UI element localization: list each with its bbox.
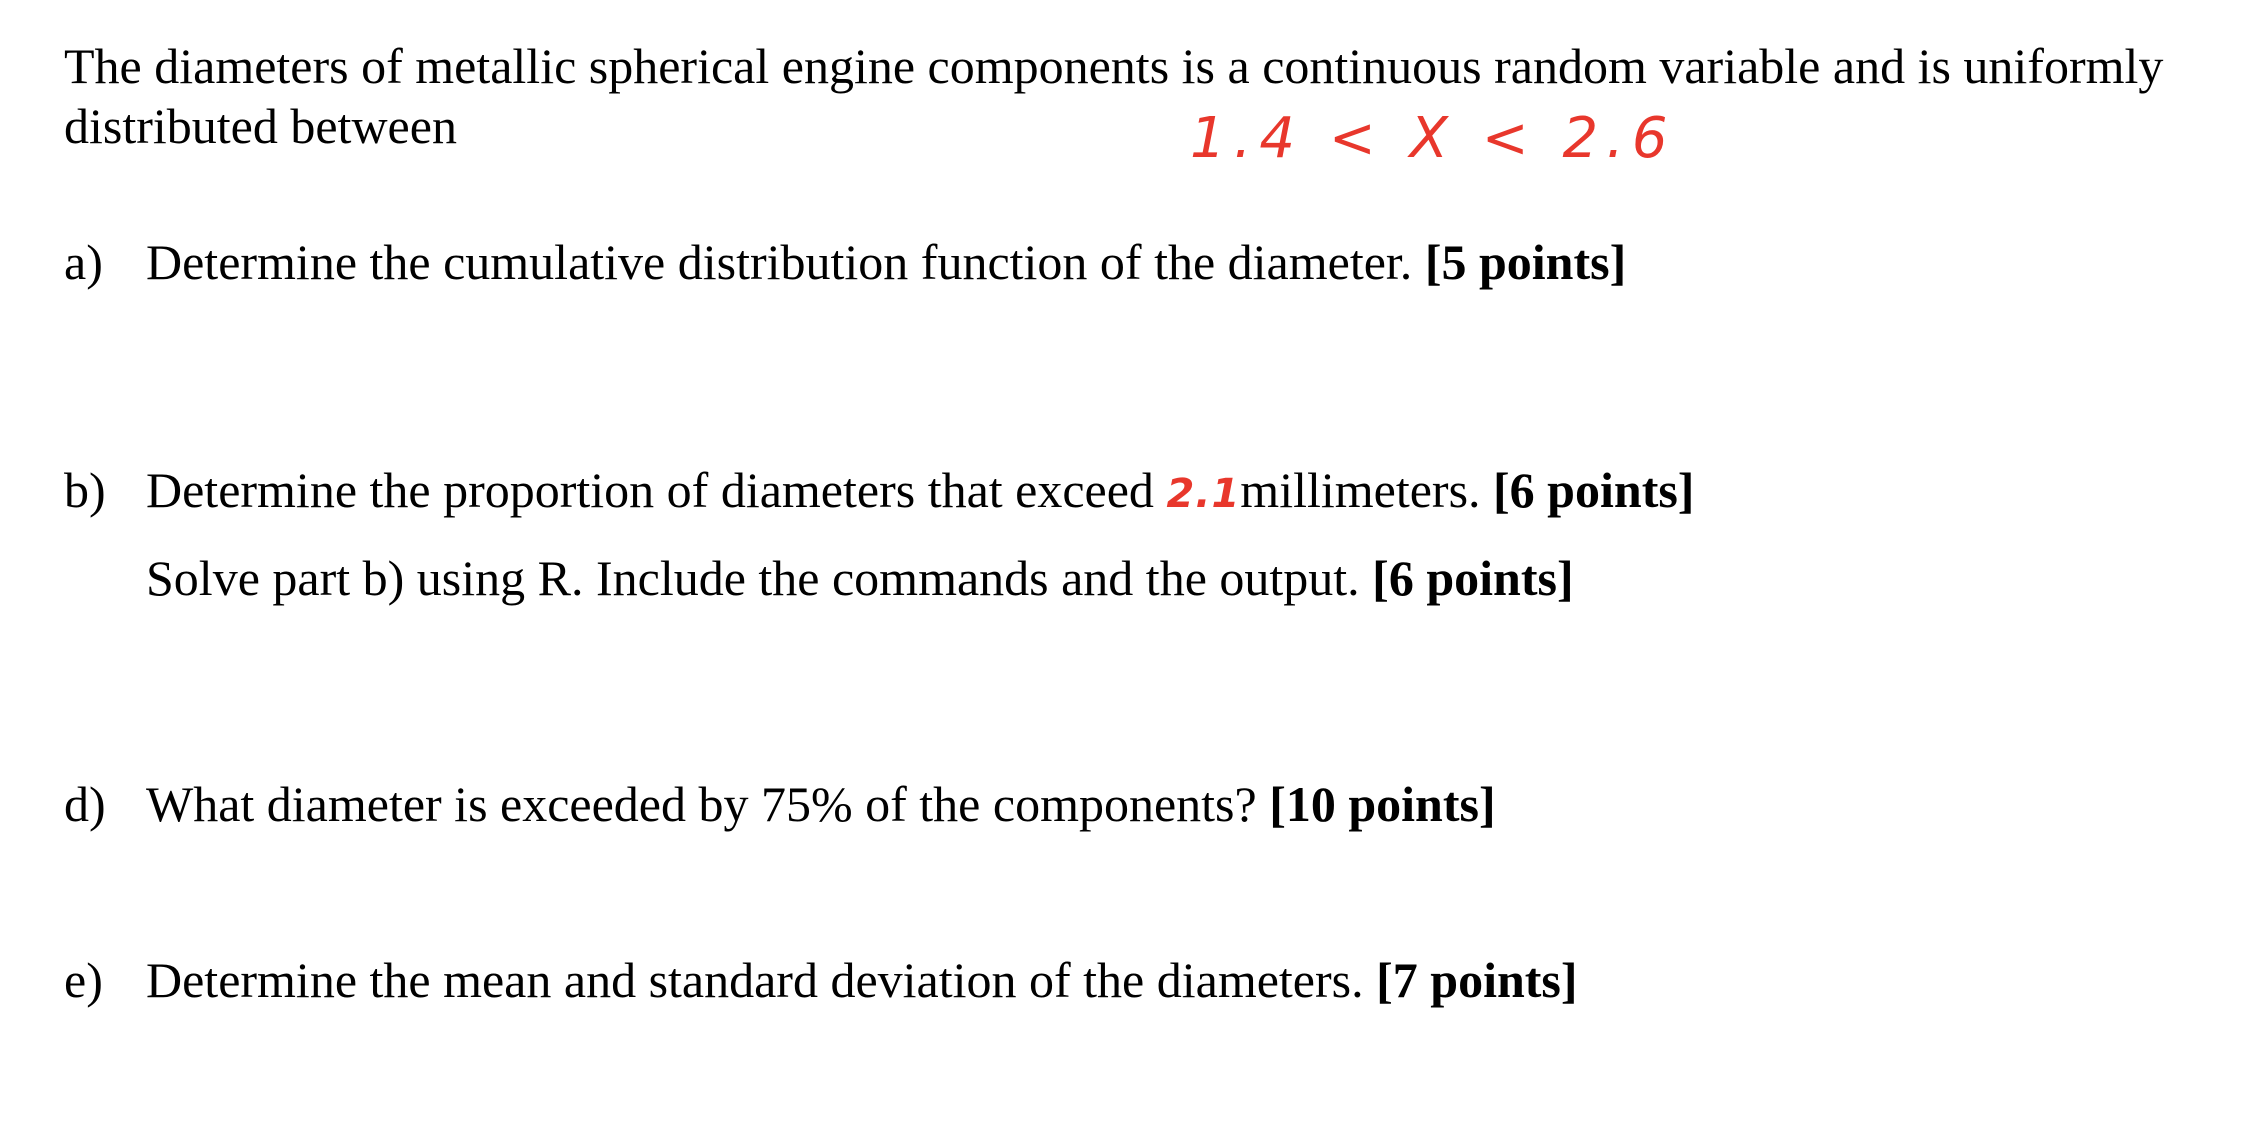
question-a	[64, 232, 1626, 292]
question-e-points: [7 points]	[1376, 952, 1578, 1008]
question-b-text-after: millimeters.	[1240, 462, 1481, 518]
question-b-sub-points: [6 points]	[1372, 550, 1574, 606]
question-b-text-before: Determine the proportion of diameters that exceed	[146, 462, 1154, 518]
question-b-subpart	[146, 548, 1574, 608]
question-d	[64, 774, 1496, 834]
question-e-text: Determine the mean and standard deviation of the diameters.	[146, 952, 1364, 1008]
question-a-label: a)	[64, 234, 103, 290]
problem-intro: The diameters of metallic spherical engine components is a continuous random variable and is uniformly distributed between	[64, 38, 2164, 154]
question-e	[64, 950, 1578, 1010]
question-b-sub-text: Solve part b) using R. Include the commands and the output.	[146, 550, 1360, 606]
question-b-label: b)	[64, 462, 106, 518]
handwritten-threshold-value: 2.1	[1166, 471, 1241, 517]
question-a-points: [5 points]	[1424, 234, 1627, 290]
handwritten-range-annotation: 1.4 < X < 2.6	[1190, 106, 1676, 171]
question-b	[64, 460, 1694, 524]
question-d-points: [10 points]	[1269, 776, 1496, 832]
question-b-points: [6 points]	[1493, 462, 1695, 518]
question-e-label: e)	[64, 952, 103, 1008]
question-a-text: Determine the cumulative distribution function of the diameter.	[146, 234, 1413, 290]
question-d-label: d)	[64, 776, 106, 832]
question-d-text: What diameter is exceeded by 75% of the components?	[146, 776, 1257, 832]
